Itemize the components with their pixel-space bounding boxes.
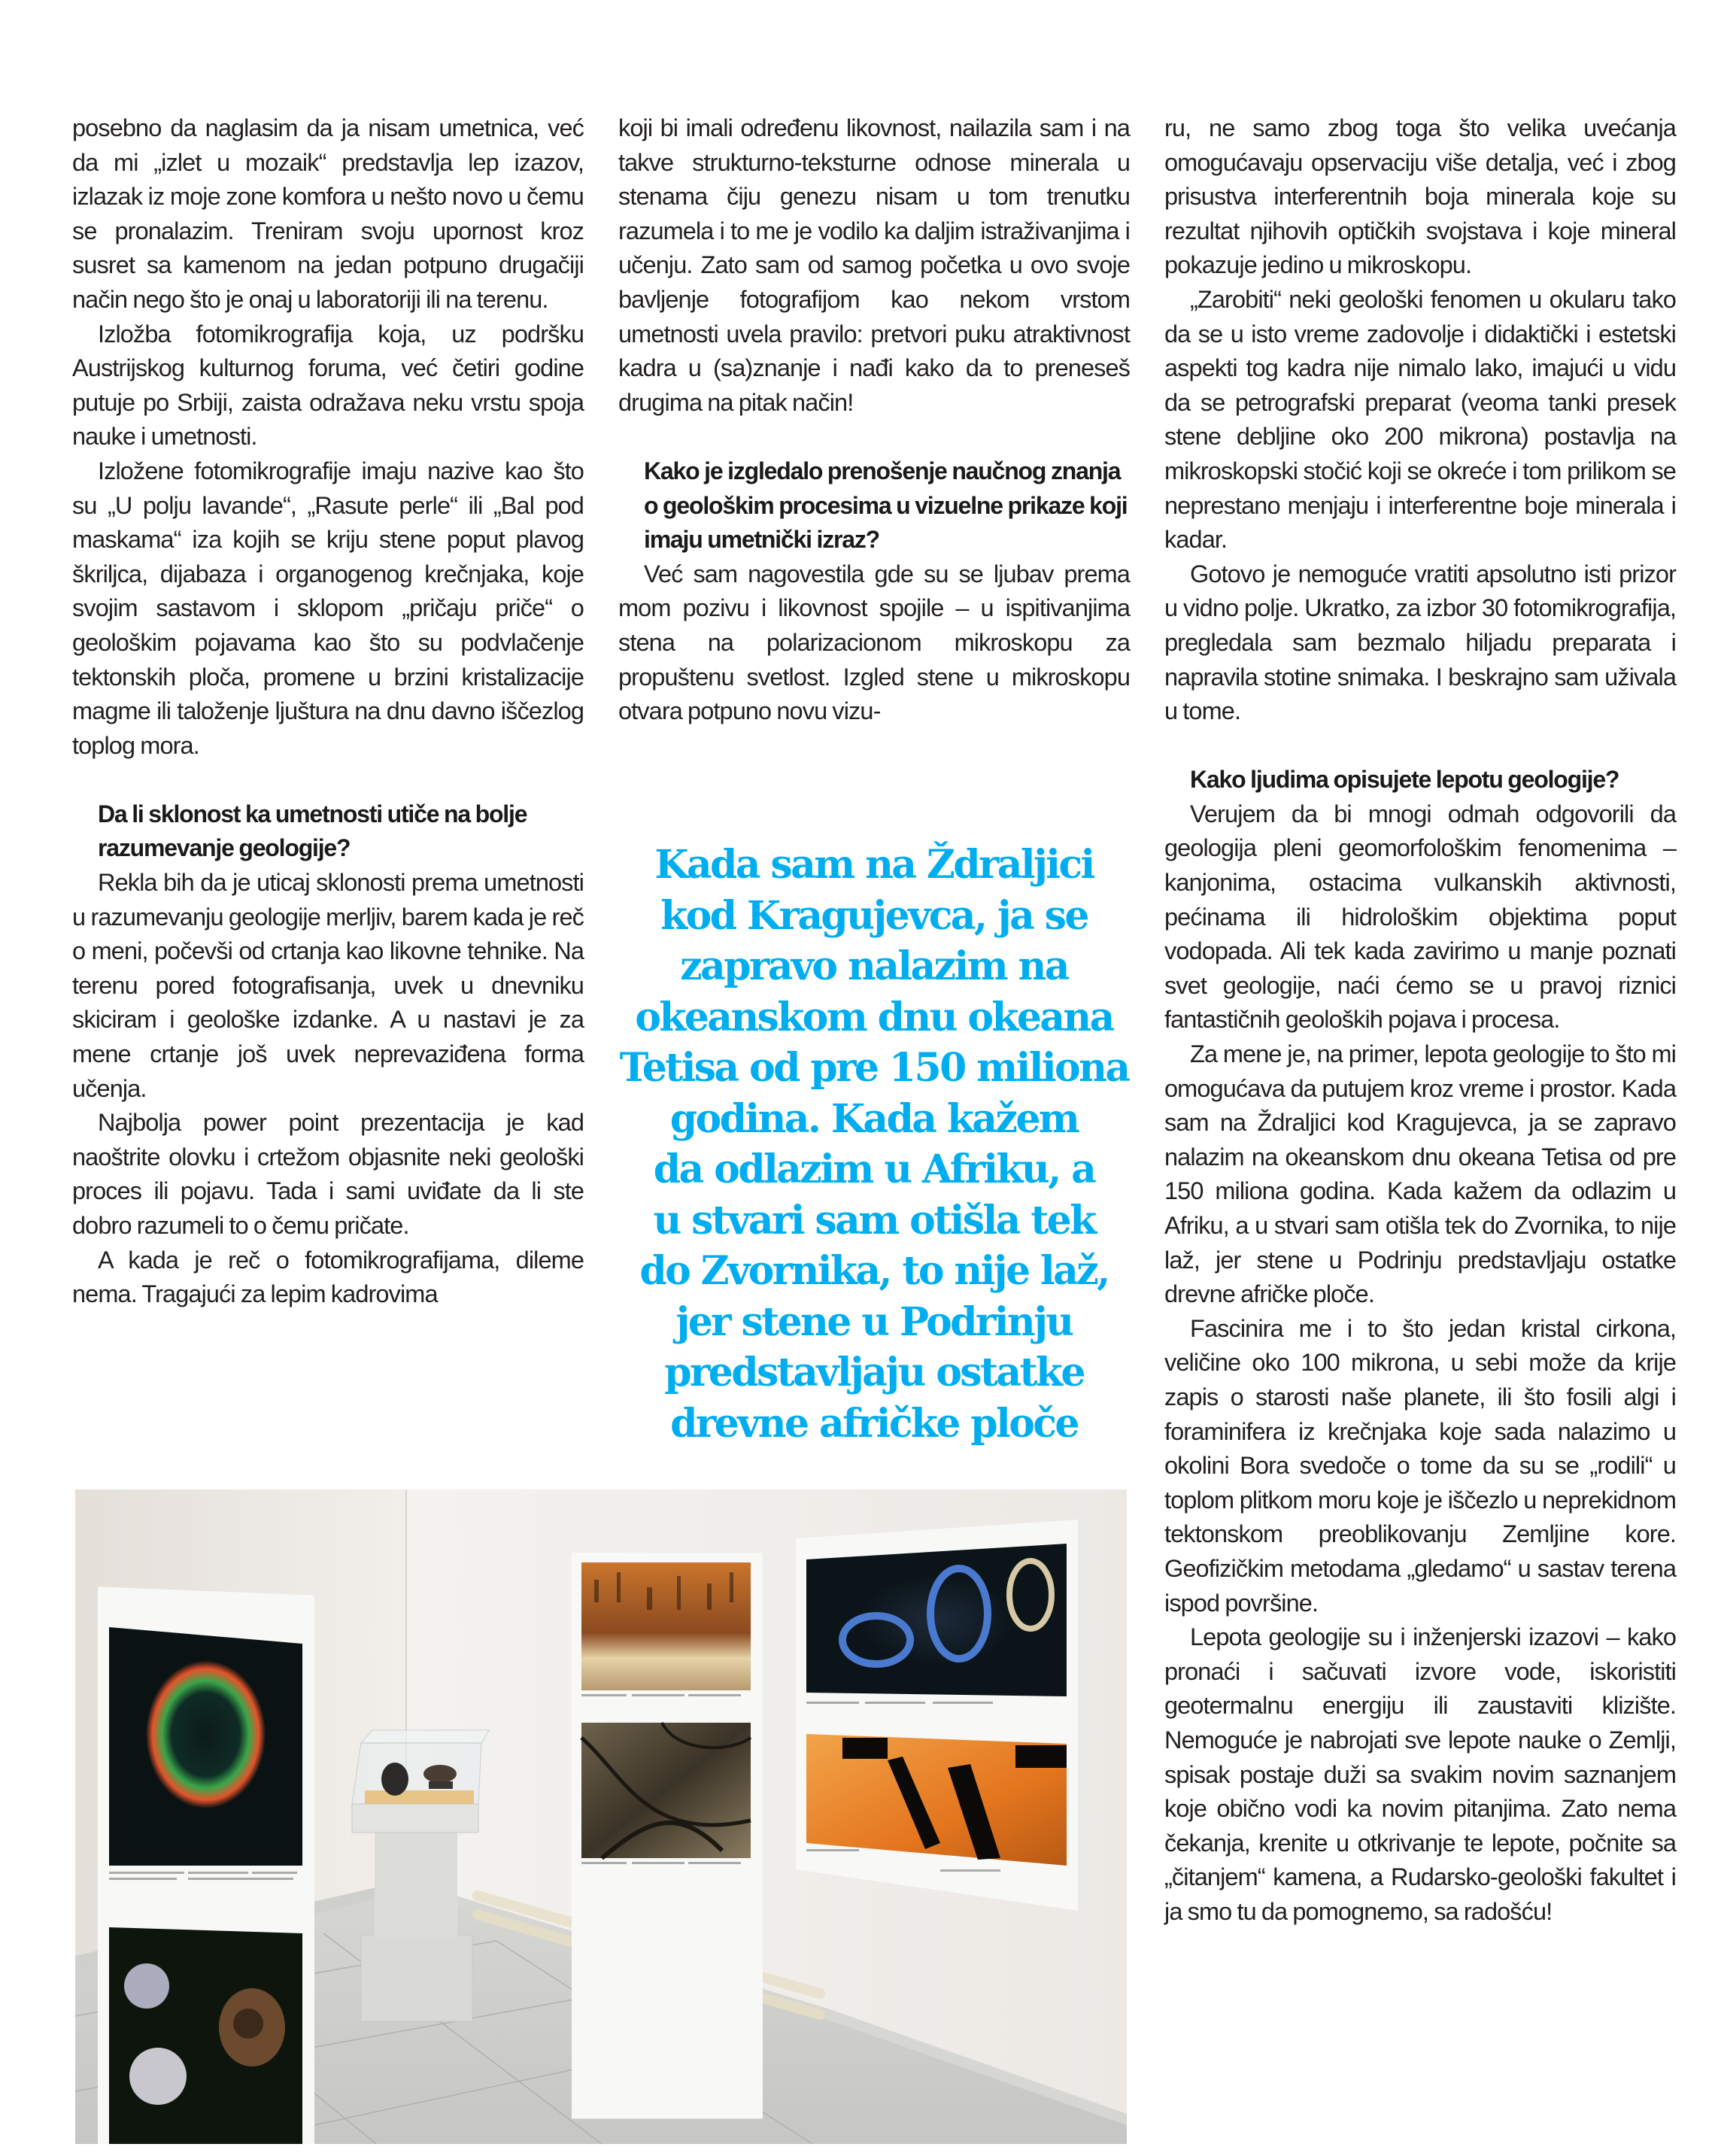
body-paragraph: Za mene je, na primer, lepota geologije to što mi omogućava da putujem kroz vreme i prostor. Kada sam na Ždraljici kod Kragujevca, ja se zapravo nalazim na okeanskom dnu okeana Tetisa od pre 150 miliona godina. Kada kažem da odlazim u Afriku, a u stvari sam otišla tek do Zvornika, to nije laž, jer stene u Podrinju predstavljaju ostatke drevne afričke ploče. — [1164, 1040, 1676, 1308]
exhibition-photo-illustration — [75, 1489, 1127, 2144]
paragraph-spacer — [618, 420, 1130, 454]
body-paragraph: Gotovo je nemoguće vratiti apsolutno isti prizor u vidno polje. Ukratko, za izbor 30 fotomikrografija, pregledala sam bezmalo hiljadu preparata i napravila stotine snimaka. I beskrajno sam uživala u tome. — [1164, 560, 1676, 725]
pull-quote-line: godina. Kada kažem — [669, 1095, 1079, 1142]
pull-quote-line: do Zvornika, to nije laž, — [639, 1248, 1109, 1294]
body-paragraph: Verujem da bi mnogi odmah odgovorili da geologija pleni geomorfološkim fenomenima – kanjonima, ostacima vulkanskih aktivnosti, pećinama ili hidrološkim objektima poput vodopada. Ali tek kada zavirimo u manje poznati svet geologije, naći ćemo se u pravoj riznici fantastičnih geoloških pojava i procesa. — [1164, 800, 1676, 1034]
body-paragraph: „Zarobiti“ neki geološki fenomen u okularu tako da se u isto vreme zadovolje i didaktički i estetski aspekti tog kadra nije nimalo lako, imajući u vidu da se petrografski preparat (veoma tanki presek stene debljine oko 200 mikrona) postavlja na mikroskopski stočić koji se okreće i tom prilikom se neprestano menjaju i interferentne boje minerala i kadar. — [1164, 285, 1676, 554]
interview-question: Kako ljudima opisujete lepotu geologije? — [1190, 766, 1619, 794]
green-garnet-micrograph — [109, 1627, 302, 1866]
middle-exhibition-panel — [572, 1553, 763, 2118]
body-paragraph: Već sam nagovestila gde su se ljubav prema mom pozivu i likovnost spojile – u ispitivanjima stena na polarizacionom mikroskopu za propuštenu svetlost. Izgled stene u mikroskopu otvara potpuno novu vizu- — [618, 560, 1130, 725]
pull-quote-line: Tetisa od pre 150 miliona — [619, 1045, 1129, 1091]
body-paragraph: Lepota geologije su i inženjerski izazovi – kako pronaći i sačuvati izvore vode, iskoristiti geotermalnu energiju ili zaustaviti klizište. Nemoguće je nabrojati sve lepote nauke o Zemlji, spisak postaje duži sa svakim novim saznanjem koje obično vodi ka novim pitanjima. Zato nema čekanja, krenite u otkrivanje te lepote, počnite sa „čitanjem“ kamena, a Rudarsko-geološki fakultet i ja smo tu da pomognemo, sa radošću! — [1164, 1623, 1676, 1925]
pull-quote-line: Kada sam na Ždraljici — [654, 842, 1094, 888]
pull-quote-line: zapravo nalazim na — [680, 943, 1068, 989]
text-column-3 — [1164, 111, 1676, 1929]
text-column-1 — [72, 111, 584, 1312]
body-paragraph: Fascinira me i to što jedan kristal cirkona, veličine oko 100 mikrona, u sebi može da krije zapis o starosti naše planete, ili što fosili algi i foraminifera iz krečnjaka koje sada nalazimo u okolini Bora svedoče o tome da su se „rodili“ u toplom plitkom moru koje je iščezlo u neprekidnom tektonskom preoblikovanju Zemljine kore. Geofizičkim metodama „gledamo“ u sastav terena ispod površine. — [1164, 1314, 1676, 1617]
pull-quote — [611, 840, 1137, 1449]
body-paragraph: Izložba fotomikrografija koja, uz podršku Austrijskog kulturnog foruma, već četiri godine putuje po Srbiji, zaista odražava neku vrstu spoja nauke i umetnosti. — [72, 320, 584, 451]
pull-quote-line: drevne afričke ploče — [670, 1400, 1078, 1447]
paragraph-spacer — [72, 763, 584, 797]
pull-quote-line: predstavljaju ostatke — [664, 1350, 1084, 1395]
interview-question: Da li sklonost ka umetnosti utiče na bolje razumevanje geologije? — [98, 800, 527, 862]
folded-layers-micrograph — [581, 1723, 751, 1858]
body-paragraph: Rekla bih da je uticaj sklonosti prema umetnosti u razumevanju geologije merljiv, barem kada je reč o meni, počevši od crtanja kao likovne tehnike. Na terenu pored fotografisanja, uvek u dnevniku skiciram i geološke izdanke. A u nastavi je za mene crtanje još uvek neprevaziđena forma učenja. — [72, 869, 584, 1102]
pull-quote-line: da odlazim u Afriku, a — [653, 1146, 1095, 1192]
body-paragraph: ru, ne samo zbog toga što velika uvećanja omogućavaju opservaciju više detalja, već i zbog prisustva interferentnih boja minerala koje su rezultat njihovih optičkih svojstava i koje mineral pokazuje jedino u mikroskopu. — [1164, 114, 1676, 279]
paragraph-spacer — [1164, 729, 1676, 764]
pull-quote-line: okeanskom dnu okeana — [635, 994, 1113, 1040]
body-paragraph: A kada je reč o fotomikrografijama, dileme nema. Tragajući za lepim kadrovima — [72, 1246, 584, 1308]
right-exhibition-panel — [796, 1520, 1078, 1911]
blue-ooid-micrograph — [806, 1544, 1067, 1696]
pull-quote-line: kod Kragujevca, ja se — [660, 892, 1088, 939]
pull-quote-line: u stvari sam otišla tek — [653, 1197, 1095, 1243]
orange-vein-micrograph — [581, 1562, 751, 1690]
body-paragraph: koji bi imali određenu likovnost, nailazila sam i na takve strukturno-teksturne odnose minerala u stenama čiju genezu nisam u tom trenutku razumela i to me je vodilo ka daljim istraživanjima i učenju. Zato sam od samog početka u ovo svoje bavljenje fotografijom kao nekom vrstom umetnosti uvela pravilo: pretvori puku atraktivnost kadra u (sa)znanje i nađi kako da to preneseš drugima na pitak način! — [618, 114, 1130, 416]
left-exhibition-panel — [98, 1587, 314, 2144]
body-paragraph: Najbolja power point prezentacija je kad naoštrite olovku i crtežom objasnite neki geološki proces ili pojavu. Tada i sami uviđate da li ste dobro razumeli to o čemu pričate. — [72, 1109, 584, 1239]
body-paragraph: posebno da naglasim da ja nisam umetnica, već da mi „izlet u mozaik“ predstavlja lep izazov, izlazak iz moje zone komfora u nešto novo u čemu se pronalazim. Treniram svoju upornost kroz susret sa kamenom na jedan potpuno drugačiji način nego što je onaj u laboratoriji ili na terenu. — [72, 114, 584, 313]
body-paragraph: Izložene fotomikrografije imaju nazive kao što su „U polju lavande“, „Rasute perle“ ili „Bal pod maskama“ iza kojih se kriju stene poput plavog škriljca, dijabaza i organogenog krečnjaka, koje svojim sastavom i sklopom „pričaju priče“ o geološkim pojavama kao što su podvlačenje tektonskih ploča, promene u brzini kristalizacije magme ili taloženje ljuštura na dnu davno iščezlog toplog mora. — [72, 457, 584, 759]
text-column-2 — [618, 111, 1130, 729]
exhibition-photo — [75, 1489, 1127, 2144]
interview-question: Kako je izgledalo prenošenje naučnog znanja o geološkim procesima u vizuelne prikaze koji imaju umetnički izraz? — [644, 457, 1128, 554]
pull-quote-line: jer stene u Podrinju — [675, 1298, 1073, 1345]
